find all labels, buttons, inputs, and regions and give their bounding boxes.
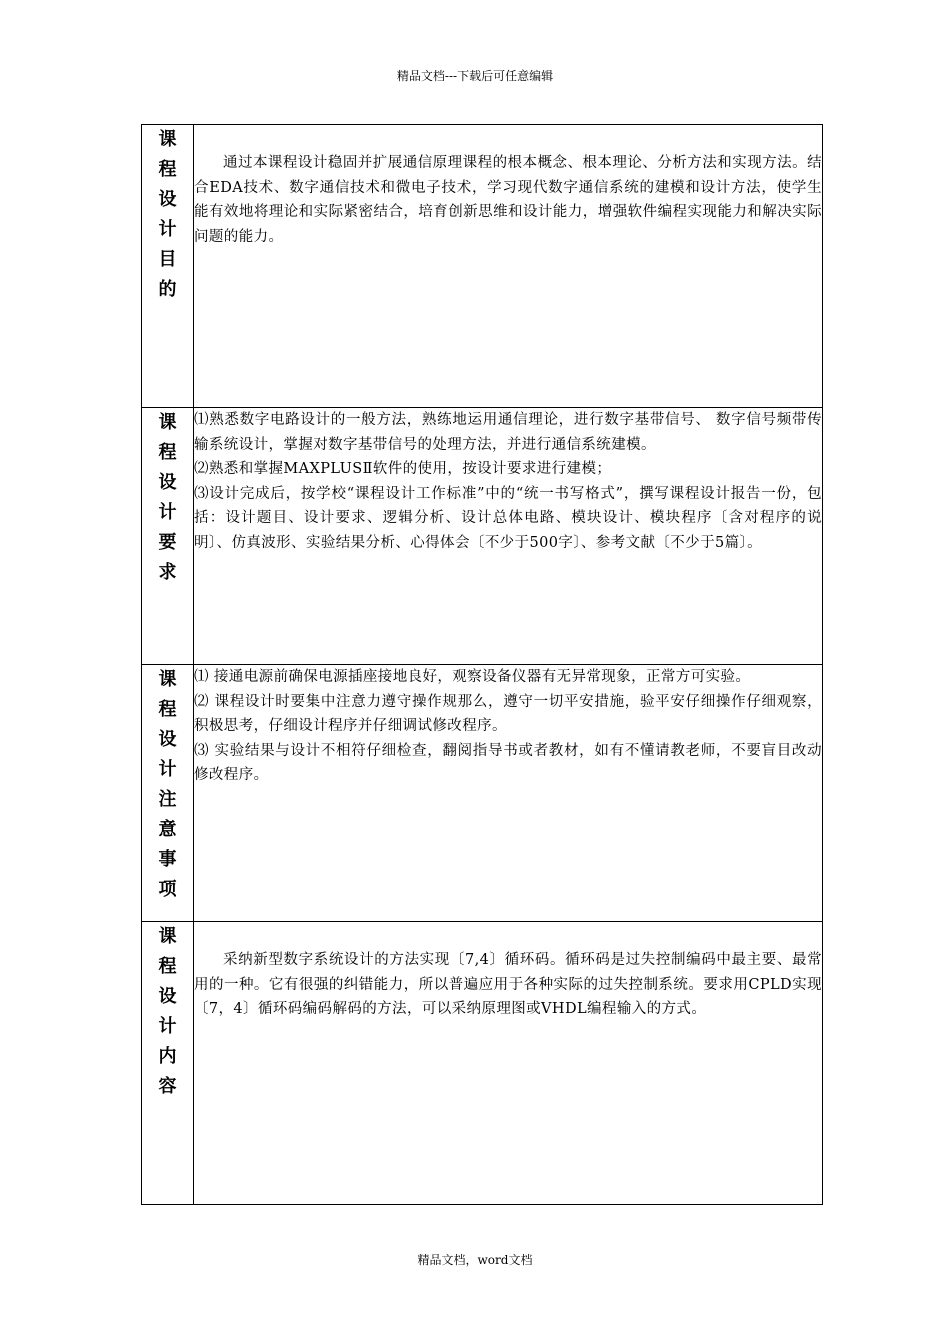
label-char: 程 [158,956,177,977]
requirement-item-2: ⑵熟悉和掌握MAXPLUSⅡ软件的使用，按设计要求进行建模； [194,461,612,477]
label-char: 设 [158,189,177,210]
label-char: 程 [158,442,177,463]
label-char: 计 [158,1016,177,1037]
page-footer: 精品文档，word文档 [417,1253,533,1267]
purpose-paragraph: 通过本课程设计稳固并扩展通信原理课程的根本概念、根本理论、分析方法和实现方法。结合EDA技术、数字通信技术和微电子技术，学习现代数字通信系统的建模和设计方法，使学生能有效地将理论和实际紧密结合，培育创新思维和设计能力，增强软件编程实现能力和解决实际问题的能力。 [194,155,822,245]
label-char: 设 [158,986,177,1007]
table-row-purpose [142,125,823,408]
row-label-precautions [142,665,194,922]
label-char: 的 [158,279,177,300]
label-char: 课 [158,412,177,433]
label-char: 目 [158,249,177,270]
requirement-item-1: ⑴熟悉数字电路设计的一般方法，熟练地运用通信理论，进行数字基带信号、 数字信号频带传输系统设计，掌握对数字基带信号的处理方法，并进行通信系统建模。 [194,412,822,453]
label-char: 事 [158,849,177,870]
label-char: 课 [158,129,177,150]
row-label-purpose [142,125,194,408]
content-paragraph: 采纳新型数字系统设计的方法实现〔7,4〕循环码。循环码是过失控制编码中最主要、最常用的一种。它有很强的纠错能力，所以普遍应用于各种实际的过失控制系统。要求用CPLD实现〔7，4〕循环码编码解码的方法，可以采纳原理图或VHDL编程输入的方式。 [194,952,822,1017]
row-label-requirements [142,408,194,665]
content-precautions [194,665,823,922]
precaution-item-1: ⑴ 接通电源前确保电源插座接地良好，观察设备仪器有无异常现象，正常方可实验。 [194,669,751,685]
label-char: 意 [158,819,177,840]
content-requirements [194,408,823,665]
label-char: 计 [158,502,177,523]
label-char: 要 [158,532,177,553]
label-char: 课 [158,669,177,690]
label-char: 设 [158,472,177,493]
label-char: 内 [158,1046,177,1067]
content-design [194,922,823,1205]
label-char: 课 [158,926,177,947]
requirement-item-3: ⑶设计完成后，按学校“课程设计工作标准”中的“统一书写格式”，撰写课程设计报告一份，包括：设计题目、设计要求、逻辑分析、设计总体电路、模块设计、模块程序〔含对程序的说明〕、仿真波形、实验结果分析、心得体会〔不少于500字〕、参考文献〔不少于5篇〕。 [194,485,822,551]
label-char: 程 [158,159,177,180]
label-char: 程 [158,699,177,720]
row-label-content [142,922,194,1205]
label-char: 计 [158,759,177,780]
table-row-precautions [142,665,823,922]
label-char: 计 [158,219,177,240]
label-char: 注 [158,789,177,810]
precaution-item-3: ⑶ 实验结果与设计不相符仔细检查，翻阅指导书或者教材，如有不懂请教老师，不要盲目改动修改程序。 [194,742,822,783]
content-purpose [194,125,823,408]
label-char: 项 [158,879,177,900]
table-row-requirements [142,408,823,665]
table-row-content [142,922,823,1205]
page-header: 精品文档---下载后可任意编辑 [396,69,554,83]
label-char: 设 [158,729,177,750]
course-design-table [141,124,823,1205]
label-char: 求 [158,562,177,583]
precaution-item-2: ⑵ 课程设计时要集中注意力遵守操作规那么，遵守一切平安措施，验平安仔细操作仔细观察，积极思考，仔细设计程序并仔细调试修改程序。 [194,693,822,734]
label-char: 容 [158,1076,177,1097]
